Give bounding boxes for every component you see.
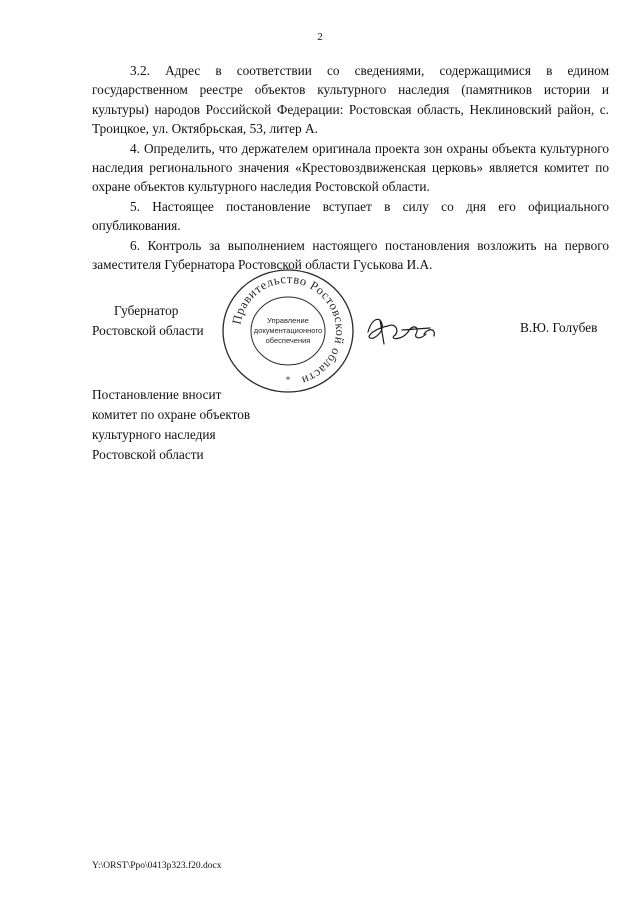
signatory-name: В.Ю. Голубев xyxy=(520,320,598,335)
submitted-by-line2: комитет по охране объектов xyxy=(92,407,251,422)
official-seal xyxy=(219,266,357,396)
document-body xyxy=(92,61,609,274)
signatory-title-line1: Губернатор xyxy=(114,303,179,318)
handwritten-signature xyxy=(362,310,448,350)
seal-center-line2: документационного xyxy=(253,326,323,335)
file-path-footer: Y:\ORST\Ppo\0413p323.f20.docx xyxy=(92,861,222,871)
submitted-by-line1: Постановление вносит xyxy=(92,387,222,402)
signatory-title xyxy=(92,301,204,341)
seal-star: * xyxy=(285,375,291,385)
seal-ring-text: Правительство Ростовской области xyxy=(229,271,348,388)
submitted-by-line3: культурного наследия xyxy=(92,427,216,442)
paragraph-4: 4. Определить, что держателем оригинала проекта зон охраны объекта культурного наследия регионального значения «Крестовоздвиженская церковь» является комитет по охране объектов культурного наследия Ростовской области. xyxy=(92,140,609,195)
paragraph-3-2: 3.2. Адрес в соответствии со сведениями, содержащимися в едином государственном реестре объектов культурного наследия (памятников истории и культуры) народов Российской Федерации: Ростовская область, Неклиновский район, с. Троицкое, ул. Октябрьская, 53, литер А. xyxy=(92,63,609,137)
submitted-by-line4: Ростовской области xyxy=(92,447,204,462)
seal-center-line3: обеспечения xyxy=(265,336,311,345)
paragraph-6: 6. Контроль за выполнением настоящего постановления возложить на первого заместителя Губернатора Ростовской области Гуськова И.А. xyxy=(92,237,609,273)
paragraph-5: 5. Настоящее постановление вступает в силу со дня его официального опубликования. xyxy=(92,198,609,234)
seal-center-line1: Управление xyxy=(267,316,309,325)
page-number: 2 xyxy=(317,31,323,43)
signatory-title-line2: Ростовской области xyxy=(92,323,204,338)
submitted-by-block xyxy=(92,385,250,465)
